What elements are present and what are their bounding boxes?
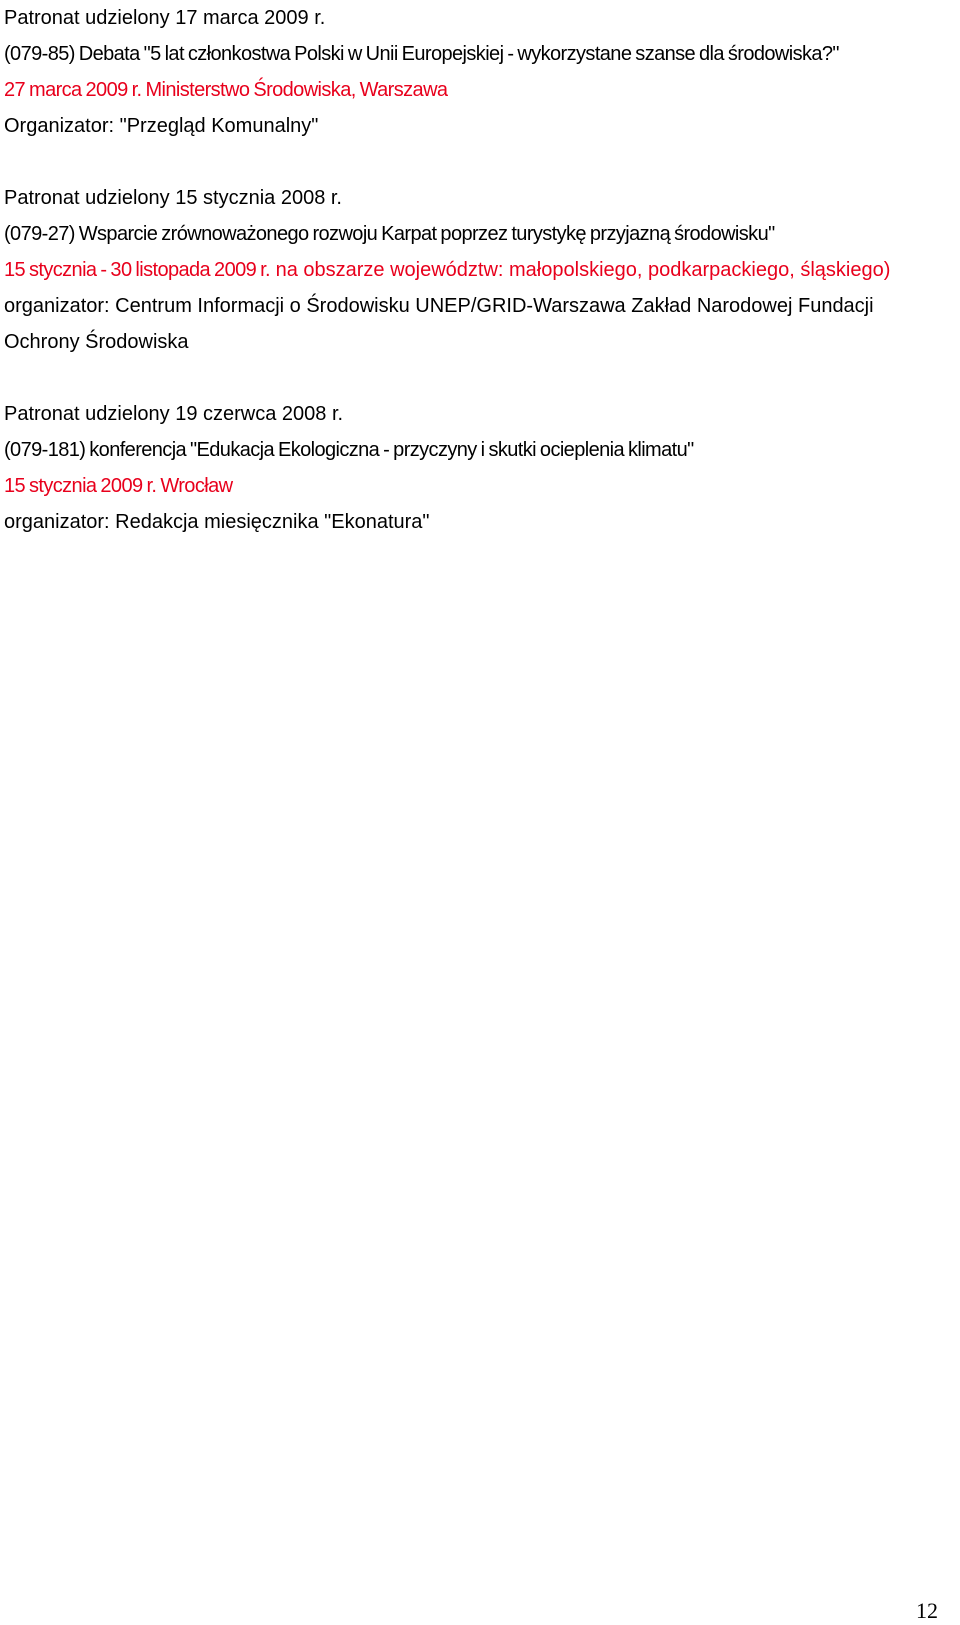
patronage-date: Patronat udzielony 17 marca 2009 r. [4, 7, 326, 29]
patronage-entry [4, 0, 944, 144]
document-page [4, 0, 944, 540]
page-number: 12 [916, 1598, 938, 1623]
patronage-date: Patronat udzielony 19 czerwca 2008 r. [4, 403, 344, 425]
event-date-place: 27 marca 2009 r. Ministerstwo Środowiska, Warszawa [4, 79, 448, 101]
patronage-entry [4, 180, 944, 360]
patronage-entry [4, 396, 944, 540]
event-date-range: 15 stycznia - 30 listopada 2009 r. [4, 259, 271, 281]
event-title: (079-27) Wsparcie zrównoważonego rozwoju Karpat poprzez turystykę przyjazną środowisku" [4, 223, 775, 245]
event-organizer: organizator: Redakcja miesięcznika "Ekonatura" [4, 511, 430, 533]
patronage-date: Patronat udzielony 15 stycznia 2008 r. [4, 187, 342, 209]
event-date-place: 15 stycznia 2009 r. Wrocław [4, 475, 233, 497]
event-title: (079-181) konferencja "Edukacja Ekologiczna - przyczyny i skutki ocieplenia klimatu" [4, 439, 694, 461]
event-location: na obszarze województw: małopolskiego, podkarpackiego, śląskiego) [275, 259, 891, 281]
event-organizer: Organizator: "Przegląd Komunalny" [4, 115, 319, 137]
event-organizer: organizator: Centrum Informacji o Środowisku UNEP/GRID-Warszawa Zakład Narodowej Fundacji Ochrony Środowiska [4, 295, 874, 353]
event-date-place [4, 252, 944, 288]
event-title: (079-85) Debata "5 lat członkostwa Polski w Unii Europejskiej - wykorzystane szanse dla środowiska?" [4, 43, 839, 65]
entry-spacer [4, 144, 944, 180]
entry-spacer [4, 360, 944, 396]
